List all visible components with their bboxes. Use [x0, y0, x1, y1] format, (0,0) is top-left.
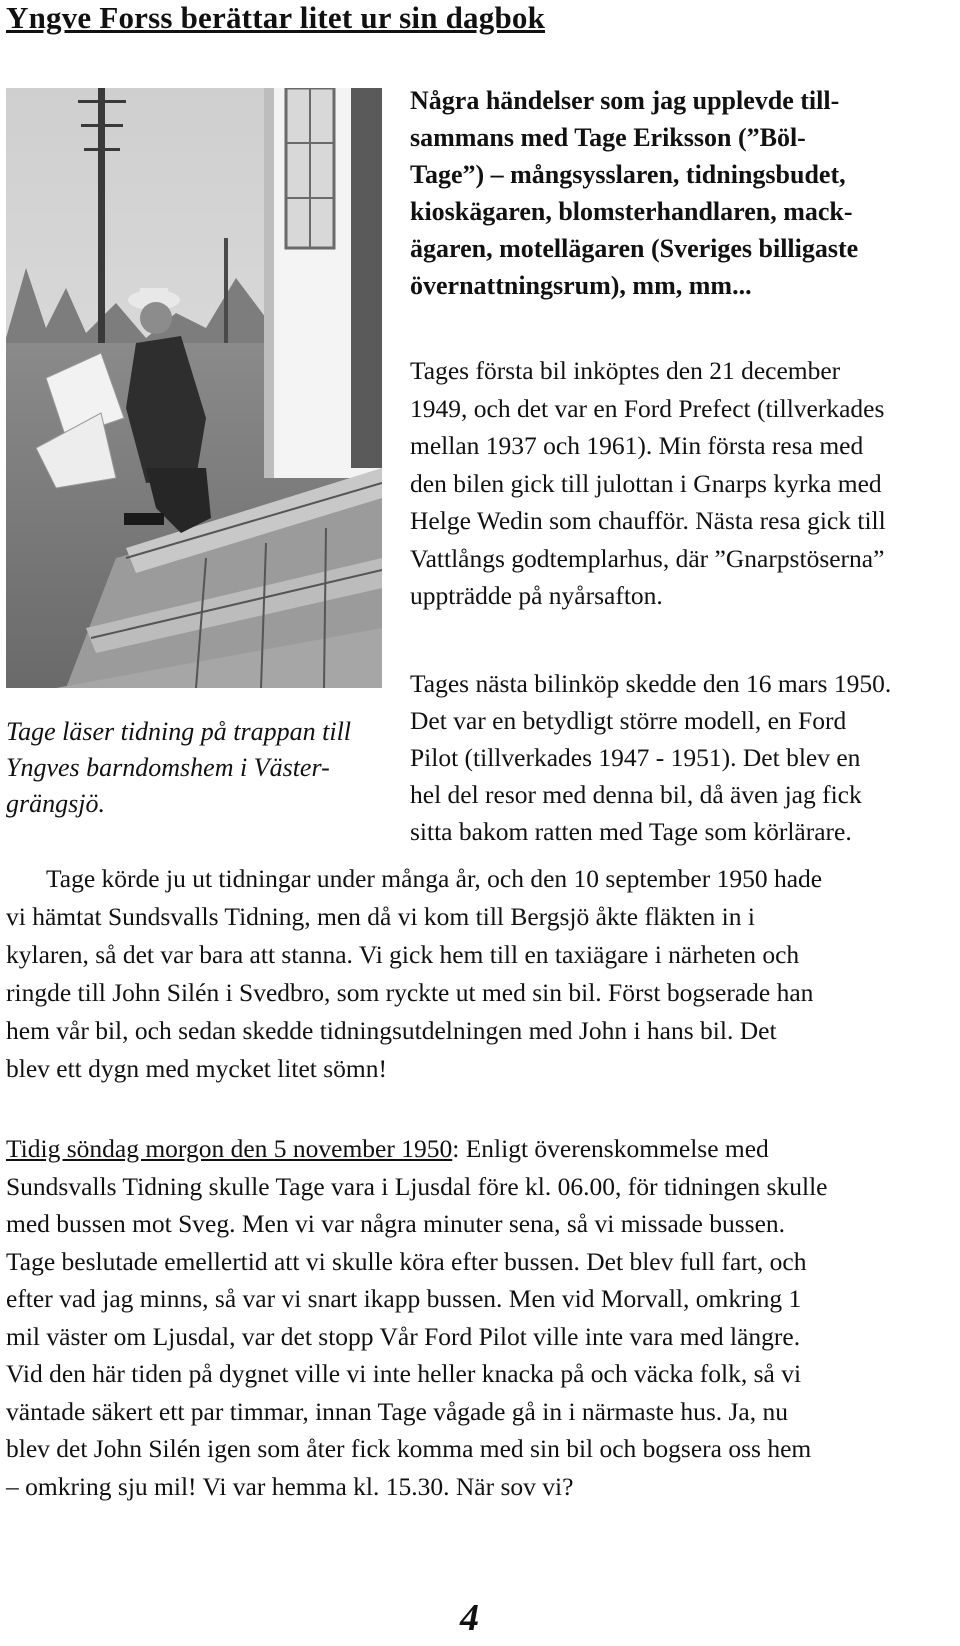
- intro-line: ägaren, motellägaren (Sveriges billigaste: [410, 234, 859, 263]
- photo-man-reading-newspaper: [6, 88, 382, 688]
- intro-paragraph: [410, 82, 955, 304]
- paragraph-first-car: [410, 352, 955, 615]
- intro-line: sammans med Tage Eriksson (”Böl-: [410, 123, 806, 152]
- text-line: den bilen gick till julottan i Gnarps kyrka med: [410, 468, 882, 498]
- caption-line: grängsjö.: [6, 789, 105, 818]
- date-heading: Tidig söndag morgon den 5 november 1950: [6, 1134, 453, 1163]
- text-line: – omkring sju mil! Vi var hemma kl. 15.30. När sov vi?: [6, 1471, 574, 1501]
- intro-line: Tage”) – mångsysslaren, tidningsbudet,: [410, 160, 846, 189]
- text-line: 1949, och det var en Ford Prefect (tillverkades: [410, 393, 885, 423]
- text-line: sitta bakom ratten med Tage som körlärare.: [410, 817, 852, 846]
- intro-line: övernattningsrum), mm, mm...: [410, 271, 752, 300]
- text-line: blev det John Silén igen som åter fick komma med sin bil och bogsera oss hem: [6, 1434, 812, 1463]
- text-line: kylaren, så det var bara att stanna. Vi gick hem till en taxiägare i närheten och: [6, 940, 800, 969]
- intro-line: Några händelser som jag upplevde till-: [410, 86, 840, 115]
- paragraph-newspaper-delivery: [6, 860, 956, 1088]
- text-line: med bussen mot Sveg. Men vi var några minuter sena, så vi missade bussen.: [6, 1209, 786, 1238]
- paragraph-sunday-morning: [6, 1130, 956, 1505]
- text-line: blev ett dygn med mycket litet sömn!: [6, 1054, 388, 1083]
- caption-line: Yngves barndomshem i Väster-: [6, 753, 330, 782]
- text-line: efter vad jag minns, så var vi snart ikapp bussen. Men vid Morvall, omkring 1: [6, 1284, 802, 1313]
- text-line: hel del resor med denna bil, då även jag fick: [410, 780, 862, 809]
- text-line: [6, 1130, 956, 1168]
- text-line: Vid den här tiden på dygnet ville vi inte heller knacka på och väcka folk, så vi: [6, 1359, 802, 1388]
- text-line: Tages första bil inköptes den 21 december: [410, 356, 841, 385]
- intro-line: kioskägaren, blomsterhandlaren, mack-: [410, 197, 853, 226]
- text-line: Tage beslutade emellertid att vi skulle köra efter bussen. Det blev full fart, och: [6, 1246, 807, 1276]
- text-line: mellan 1937 och 1961). Min första resa med: [410, 431, 864, 460]
- text-line: Pilot (tillverkades 1947 - 1951). Det blev en: [410, 743, 861, 772]
- text-line: Tages nästa bilinköp skedde den 16 mars 1950.: [410, 669, 892, 698]
- first-line-rest: : Enligt överenskommelse med: [452, 1134, 769, 1163]
- text-line: väntade säkert ett par timmar, innan Tage vågade gå in i närmaste hus. Ja, nu: [6, 1396, 788, 1426]
- text-line: Det var en betydligt större modell, en Ford: [410, 706, 847, 735]
- text-line: Vattlångs godtemplarhus, där ”Gnarpstöserna”: [410, 543, 885, 573]
- paragraph-second-car: [410, 665, 955, 850]
- text-line: ringde till John Silén i Svedbro, som ryckte ut med sin bil. Först bogserade han: [6, 978, 814, 1007]
- text-line: mil väster om Ljusdal, var det stopp Vår Ford Pilot ville inte vara med längre.: [6, 1321, 801, 1351]
- page-number: 4: [460, 1597, 479, 1639]
- text-line: Tage körde ju ut tidningar under många år, och den 10 september 1950 hade: [46, 864, 823, 893]
- text-line: hem vår bil, och sedan skedde tidningsutdelningen med John i hans bil. Det: [6, 1016, 777, 1045]
- text-line: Sundsvalls Tidning skulle Tage vara i Ljusdal före kl. 06.00, för tidningen skulle: [6, 1171, 828, 1201]
- photo-caption: [6, 714, 406, 822]
- photo-illustration: [6, 88, 382, 688]
- page-title: Yngve Forss berättar litet ur sin dagbok: [6, 0, 546, 35]
- text-line: Helge Wedin som chaufför. Nästa resa gick till: [410, 506, 886, 535]
- text-line: vi hämtat Sundsvalls Tidning, men då vi kom till Bergsjö åkte fläkten in i: [6, 902, 755, 931]
- caption-line: Tage läser tidning på trappan till: [6, 717, 352, 746]
- text-line: uppträdde på nyårsafton.: [410, 581, 663, 610]
